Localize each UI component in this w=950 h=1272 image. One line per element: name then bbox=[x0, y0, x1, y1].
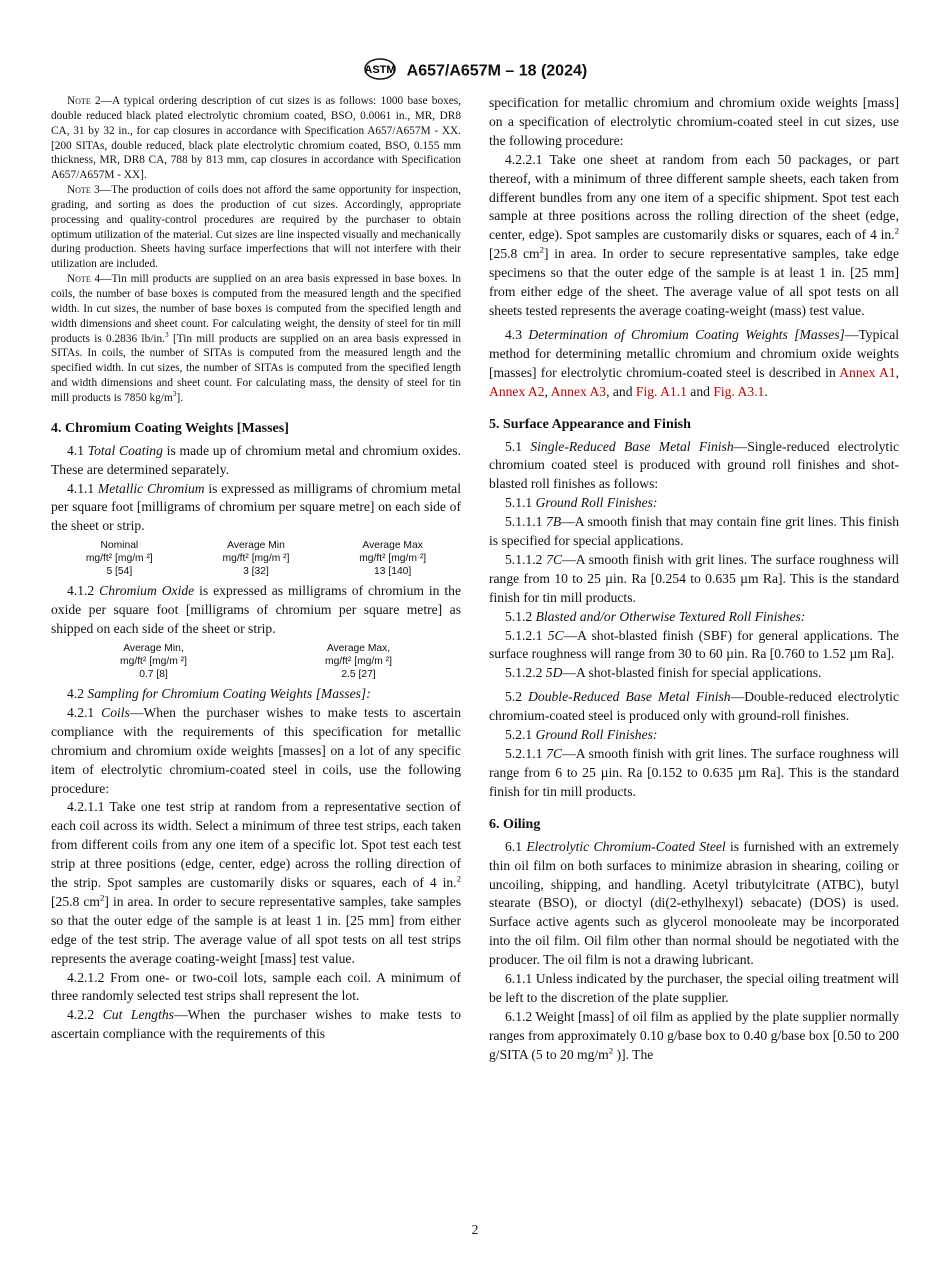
text-run: —Double-reduced electrolytic chromium-coated steel is produced only with ground-roll finishes. bbox=[489, 689, 899, 724]
paragraph bbox=[489, 608, 899, 627]
note-paragraph bbox=[51, 272, 461, 406]
paragraph bbox=[51, 582, 461, 639]
text-run: 4.3 bbox=[505, 326, 529, 342]
table-unit: mg/ft² [mg/m ²] bbox=[222, 553, 290, 565]
table-header: Average Max, bbox=[326, 642, 391, 654]
text-run: 5.1.2.1 bbox=[505, 627, 548, 643]
text-run: , bbox=[544, 383, 551, 399]
document-title: A657/A657M – 18 (2024) bbox=[406, 62, 588, 80]
text-run: ] in area. In order to secure representative samples, take samples so that the outer edge of the sample is at least 1 in. [25 mm] from either edge of the test strip. The average value of all spot tests on all test strips represents the average coating-weight [mass] test value. bbox=[51, 893, 462, 966]
table-cell: 3 [32] bbox=[243, 566, 269, 578]
text-run: 4.2.2 bbox=[67, 1007, 103, 1023]
text-run: —A typical ordering description of cut sizes is as follows: 1000 base boxes, double reduced black plated electrolytic chromium coated, BSO, 0.0061 in., MR, DR8 CA, 31 by 32 in., for cap closures in accordance with Specification A657/A657M - XX. [200 SITAs, double reduced, black plate electrolytic chromium coated, BSO, 0.155 mm thickness, MR, DR8 CA, 788 by 813 mm, cap closures in accordance with Specification A657/A657M - XX]. bbox=[51, 95, 461, 182]
text-run: is expressed as milligrams of chromium metal per square foot [milligrams of chromium per square metre] on each side of the sheet or strip. bbox=[51, 480, 461, 534]
cross-reference-link[interactable]: Annex A1 bbox=[839, 364, 896, 380]
text-run: ] in area. In order to secure representative samples, take edge specimens so that the outer edge of the sample is at least 1 in. [25 mm] from either edge of the sheet. The average value of all spot tests on all sheets tested represents the average coating-weight (mass) test value. bbox=[489, 246, 899, 318]
text-run: 5.1.1.1 bbox=[505, 514, 547, 530]
text-run: 5.2.1.1 bbox=[505, 746, 547, 761]
text-run: 7C bbox=[546, 746, 563, 761]
text-run: —The production of coils does not afford the same opportunity for inspection, grading, and sorting as does the production of cut sizes. Accordingly, appropriate processing and quality-control procedures are required by the purchaser to obtain optimum utilization of the material. Cut sizes are line inspected visually and mechanically during production. Sheets having surface imperfections that will not interfere with their utilization are included. bbox=[51, 184, 461, 271]
text-run: Note 2 bbox=[67, 95, 101, 107]
paragraph bbox=[489, 1008, 899, 1065]
text-run: 6. Oiling bbox=[489, 816, 541, 832]
text-run: and bbox=[686, 383, 714, 399]
text-run: —A smooth finish with grit lines. The surface roughness will range from 10 to 25 µin. Ra [0.254 to 0.635 µm Ra]. This is the standard finish for tin mill products. bbox=[489, 551, 900, 605]
text-run: Ground Roll Finishes: bbox=[535, 727, 658, 743]
text-run: 2 bbox=[608, 1045, 614, 1056]
text-run: —Tin mill products are supplied on an area basis expressed in base boxes. In coils, the number of base boxes is computed from the measured length and the specified width. In cut sizes, the number of base boxes is computed from the specified length and width dimensions and sheet count. For calculating weight, the density of steel for tin mill products is 0.2836 lb/in. bbox=[51, 273, 461, 345]
paragraph bbox=[489, 494, 899, 513]
table-header: Nominal bbox=[100, 540, 139, 552]
section-heading bbox=[489, 416, 899, 434]
text-run: 5. Surface Appearance and Finish bbox=[489, 416, 691, 432]
text-run: 4.2.1.2 From one- or two-coil lots, sample each coil. A minimum of three randomly selected test strips shall represent the lot. bbox=[51, 969, 461, 1004]
text-run: 5.1.2.2 bbox=[505, 665, 546, 681]
page-number: 2 bbox=[471, 1222, 479, 1237]
text-run: Single-Reduced Base Metal Finish bbox=[530, 438, 734, 454]
note-paragraph bbox=[51, 183, 461, 272]
text-run: 3 bbox=[172, 389, 177, 399]
table-unit: mg/ft² [mg/m ²] bbox=[120, 655, 187, 667]
text-run: Chromium Oxide bbox=[99, 583, 195, 599]
text-run: 4. Chromium Coating Weights [Masses] bbox=[51, 420, 289, 436]
table-unit: mg/ft² [mg/m ²] bbox=[85, 553, 153, 565]
table-header: Average Min bbox=[227, 540, 285, 552]
paragraph bbox=[51, 442, 461, 480]
paragraph bbox=[51, 1006, 461, 1044]
text-run: is furnished with an extremely thin oil film on both surfaces to minimize abrasion in shearing, coiling or uncoiling, shipping, and handling. Acetyl tributylcitrate (ATBC), butyl stearate (BSO), or dioctyl (di(2-ethylhexyl) sebacate) (DOS) is used. Surface active agents such as glycerol monooleate may be incorporated into the oil film. Oil film other than normal should be negotiated with the producer. The oil film is not a drawing lubricant. bbox=[489, 838, 900, 968]
paragraph bbox=[489, 326, 899, 402]
paragraph bbox=[489, 726, 899, 745]
table-unit: mg/ft² [mg/m ²] bbox=[359, 553, 427, 565]
text-run: 3 bbox=[164, 329, 169, 339]
table-cell: 13 [140] bbox=[374, 566, 412, 578]
text-run: 5.1.1.2 bbox=[505, 551, 547, 567]
coating-weight-table bbox=[51, 642, 461, 681]
paragraph bbox=[489, 551, 899, 608]
text-run: 4.1 bbox=[67, 442, 88, 458]
text-run: 5D bbox=[545, 665, 563, 681]
text-run: 4.1.1 bbox=[67, 480, 98, 496]
coating-weight-table bbox=[51, 539, 461, 578]
text-run: 6.1 bbox=[505, 838, 527, 854]
text-run: Ground Roll Finishes: bbox=[535, 495, 658, 511]
text-run: 5.1 bbox=[505, 438, 531, 454]
table-cell: 5 [54] bbox=[106, 566, 133, 578]
text-run: 4.2.1.1 Take one test strip at random from a representative section of each coil across its width. Select a minimum of three test strips, each taken from different coils from any one item of a specific lot. Spot test each test strip at three positions (edge, center, edge) across the rolling direction of the strip. Spot samples are customarily disks or squares, each of 4 in. bbox=[51, 799, 461, 891]
text-run: 7B bbox=[546, 514, 562, 530]
paragraph bbox=[51, 480, 461, 537]
text-run: 4.2 bbox=[67, 685, 88, 701]
text-run: ]. bbox=[176, 391, 184, 404]
paragraph bbox=[51, 969, 461, 1007]
table-cell: 0.7 [8] bbox=[139, 668, 168, 680]
table-header: Average Max bbox=[362, 540, 423, 552]
text-run: Blasted and/or Otherwise Textured Roll Finishes: bbox=[535, 608, 806, 624]
text-run: 5C bbox=[547, 627, 564, 643]
table-unit: mg/ft² [mg/m ²] bbox=[325, 655, 392, 667]
text-run: —Single-reduced electrolytic chromium coated steel is produced with ground roll finishes and shot-blasted roll finishes as follows: bbox=[489, 438, 900, 492]
paragraph bbox=[489, 838, 899, 970]
text-run: [Tin mill products are supplied on an area basis expressed in SITAs. In coils, the number of SITAs is computed from the measured length and the specified width. In cut sizes, the number of SITAs is computed from the specified length and width dimensions and sheet count. For calculating mass, the density of steel for tin mill products is 7850 kg/m bbox=[51, 332, 461, 404]
text-run: Double-Reduced Base Metal Finish bbox=[528, 689, 731, 705]
text-run: is expressed as milligrams of chromium in the oxide per square foot [milligrams of chromium per square metre] as shipped on each side of the sheet or strip. bbox=[51, 583, 461, 637]
paragraph bbox=[489, 970, 899, 1008]
paragraph bbox=[489, 94, 899, 151]
text-run: 2 bbox=[539, 244, 545, 255]
text-run: 4.2.1 bbox=[67, 704, 102, 720]
text-run: Determination of Chromium Coating Weights [Masses] bbox=[528, 326, 845, 342]
text-run: [25.8 cm bbox=[489, 246, 540, 262]
text-run: —Typical method for determining metallic chromium and chromium oxide weights [masses] for electrolytic chromium-coated steel is described in bbox=[489, 326, 900, 380]
cross-reference-link[interactable]: Annex A2 bbox=[489, 383, 545, 399]
paragraph bbox=[51, 798, 461, 968]
text-run: 5.1.2 bbox=[505, 608, 536, 624]
text-run: Sampling for Chromium Coating Weights [Masses]: bbox=[87, 685, 371, 701]
text-run: —When the purchaser wishes to make tests to ascertain compliance with the requirements of this specification for metallic chromium and chromium oxide weights [masses] on a lot of any specific item of electrolytic chromium-coated steel in coils, use the following procedure: bbox=[51, 704, 461, 796]
text-run: Metallic Chromium bbox=[97, 480, 205, 496]
text-run: 4.1.2 bbox=[67, 583, 100, 599]
right-column bbox=[489, 94, 899, 1065]
text-run: 5.1.1 bbox=[505, 495, 536, 511]
text-run: Total Coating bbox=[87, 442, 163, 458]
text-run: is made up of chromium metal and chromium oxides. These are determined separately. bbox=[51, 442, 461, 477]
svg-text:ASTM: ASTM bbox=[364, 64, 396, 76]
text-run: 6.1.1 Unless indicated by the purchaser, the special oiling treatment will be left to the discretion of the plate supplier. bbox=[489, 971, 899, 1005]
text-run: 4.2.2.1 Take one sheet at random from each 50 packages, or part thereof, with a minimum of three different sample sheets, each taken from different bundles from any one item of a specific shipment. Spot test each sample at three positions across the rolling direction of the sheet (edge, center, edge). Spot samples are customarily disks or squares, each of 4 in. bbox=[489, 151, 899, 243]
text-run: —A shot-blasted finish for special applications. bbox=[562, 665, 822, 681]
page-header bbox=[0, 57, 950, 86]
paragraph bbox=[489, 438, 899, 495]
paragraph bbox=[489, 664, 899, 683]
text-run: Note 3 bbox=[67, 184, 100, 197]
cross-reference-link[interactable]: Fig. A1.1 bbox=[635, 383, 687, 399]
cross-reference-link[interactable]: Fig. A3.1 bbox=[713, 383, 765, 399]
text-run: [25.8 cm bbox=[51, 893, 100, 909]
paragraph bbox=[489, 513, 899, 551]
text-run: 2 bbox=[99, 892, 105, 903]
left-column bbox=[51, 94, 461, 1044]
text-run: 5.2 bbox=[505, 689, 529, 705]
cross-reference-link[interactable]: Annex A3 bbox=[550, 383, 607, 399]
paragraph bbox=[489, 688, 899, 726]
text-run: Note 4 bbox=[67, 273, 101, 286]
text-run: 2 bbox=[456, 873, 461, 884]
text-run: —When the purchaser wishes to make tests to ascertain compliance with the requirements of this bbox=[51, 1007, 461, 1042]
text-run: —A smooth finish with grit lines. The surface roughness will range from 6 to 25 µin. Ra [0.152 to 0.635 µm Ra]. This is the standard finish for tin mill products. bbox=[489, 746, 900, 799]
text-run: specification for metallic chromium and chromium oxide weights [mass] on a specification of electrolytic chromium-coated steel in cut sizes, use the following procedure: bbox=[489, 95, 899, 148]
table-header: Average Min, bbox=[123, 642, 184, 654]
table-cell: 2.5 [27] bbox=[341, 668, 376, 680]
text-run: 2 bbox=[894, 225, 899, 236]
paragraph bbox=[489, 151, 899, 321]
text-run: 6.1.2 Weight [mass] of oil film as applied by the plate supplier normally ranges from approximately 0.10 g/base box to 0.40 g/base box [0.50 to 200 g/SITA (5 to 20 mg/m bbox=[489, 1008, 899, 1062]
text-run: Cut Lengths bbox=[102, 1007, 174, 1023]
paragraph bbox=[489, 627, 899, 665]
paragraph bbox=[489, 745, 899, 802]
text-run: 5.2.1 bbox=[505, 727, 536, 743]
text-run: —A smooth finish that may contain fine grit lines. This finish is specified for special applications. bbox=[489, 514, 899, 549]
paragraph bbox=[51, 685, 461, 704]
text-run: Coils bbox=[101, 704, 130, 720]
text-run: Electrolytic Chromium-Coated Steel bbox=[526, 838, 726, 854]
text-run: 7C bbox=[546, 551, 563, 567]
text-run: . bbox=[764, 383, 768, 399]
text-run: , bbox=[895, 364, 899, 380]
section-heading bbox=[51, 420, 461, 438]
text-run: —A shot-blasted finish (SBF) for general applications. The surface roughness will range from 30 to 60 µin. Ra [0.760 to 1.52 µm Ra]. bbox=[489, 627, 900, 662]
astm-logo-icon bbox=[363, 57, 397, 86]
paragraph bbox=[51, 704, 461, 799]
note-paragraph bbox=[51, 94, 461, 183]
text-run: , and bbox=[606, 383, 636, 399]
section-heading bbox=[489, 816, 899, 834]
text-run: )]. The bbox=[613, 1046, 654, 1062]
